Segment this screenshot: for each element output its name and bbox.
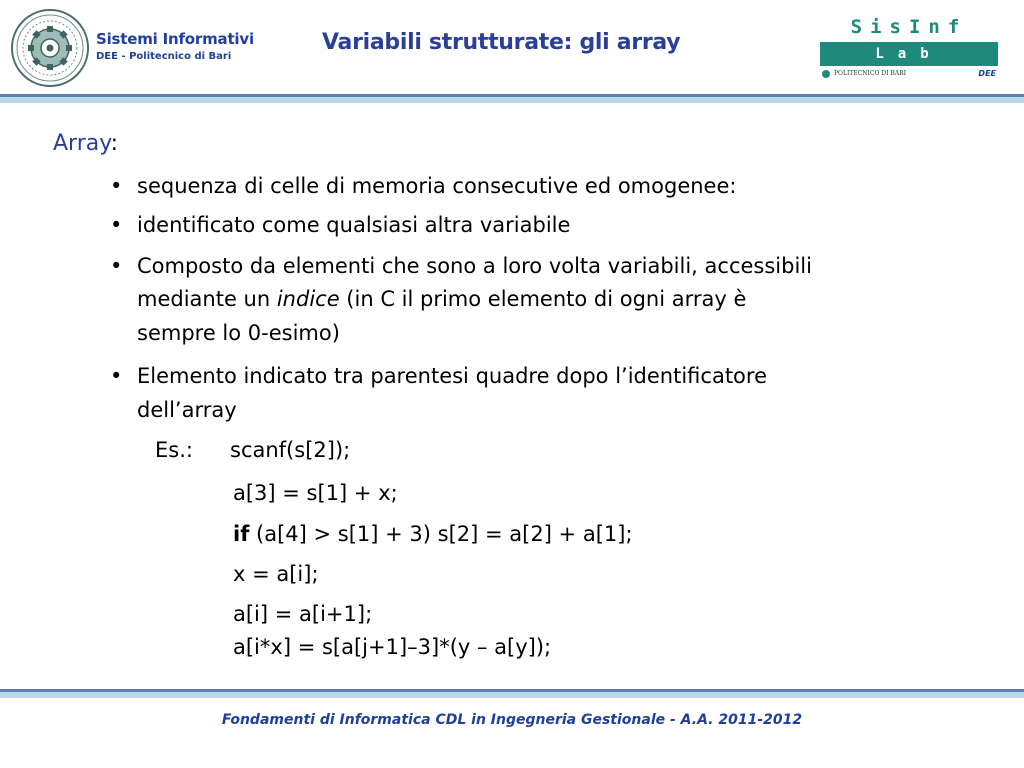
bullet-glyph: •	[110, 174, 123, 198]
lab-logo-bar-text: Lab	[820, 42, 998, 66]
brand-title: Sistemi Informativi	[96, 30, 254, 48]
sisinf-lab-logo	[818, 14, 1000, 82]
bullet-text-composed-line2	[137, 282, 746, 316]
code-keyword-if: if	[233, 522, 250, 546]
bullet-text-element-line2: dell’array	[137, 398, 237, 422]
bullet-text-composed-line3: sempre lo 0-esimo)	[137, 321, 340, 345]
slide-title: Variabili strutturate: gli array	[322, 30, 681, 55]
bullet-text-composed-line1: Composto da elementi che sono a loro volta variabili, accessibili	[137, 254, 812, 278]
line-text: (in C il primo elemento di ogni array è	[339, 287, 747, 311]
code-line: a[i*x] = s[a[j+1]–3]*(y – a[y]);	[233, 635, 552, 659]
code-line	[233, 517, 633, 551]
code-text: (a[4] > s[1] + 3) s[2] = a[2] + a[1];	[249, 522, 633, 546]
gear-icon	[822, 70, 830, 78]
lab-logo-dee-text: DEE	[978, 69, 996, 78]
line-text: mediante un	[137, 287, 277, 311]
code-line: a[i] = a[i+1];	[233, 602, 373, 626]
footer-course-info: Fondamenti di Informatica CDL in Ingegneria Gestionale - A.A. 2011-2012	[221, 712, 803, 728]
bullet-glyph: •	[110, 364, 123, 388]
code-line: scanf(s[2]);	[230, 438, 351, 462]
heading-word: Array	[53, 131, 111, 156]
content-heading	[53, 127, 118, 161]
lab-logo-poli-text: POLITECNICO DI BARI	[834, 70, 907, 77]
bullet-glyph: •	[110, 254, 123, 278]
lab-logo-footer	[822, 68, 1000, 80]
brand-subtitle: DEE - Politecnico di Bari	[96, 51, 232, 62]
lab-logo-top-text: SisInf	[850, 16, 968, 38]
bullet-text-identified: identificato come qualsiasi altra variabile	[137, 213, 571, 237]
example-label: Es.:	[155, 438, 193, 462]
footer-divider-light	[0, 692, 1024, 698]
bullet-text-sequence: sequenza di celle di memoria consecutive ed omogenee:	[137, 174, 737, 198]
header-divider-light	[0, 97, 1024, 103]
bullet-glyph: •	[110, 213, 123, 237]
bullet-text-element-line1: Elemento indicato tra parentesi quadre dopo l’identificatore	[137, 364, 767, 388]
code-line: x = a[i];	[233, 562, 319, 586]
code-line: a[3] = s[1] + x;	[233, 481, 398, 505]
heading-colon: :	[110, 131, 119, 156]
emphasis-indice: indice	[276, 287, 340, 311]
university-seal-icon	[10, 8, 90, 88]
